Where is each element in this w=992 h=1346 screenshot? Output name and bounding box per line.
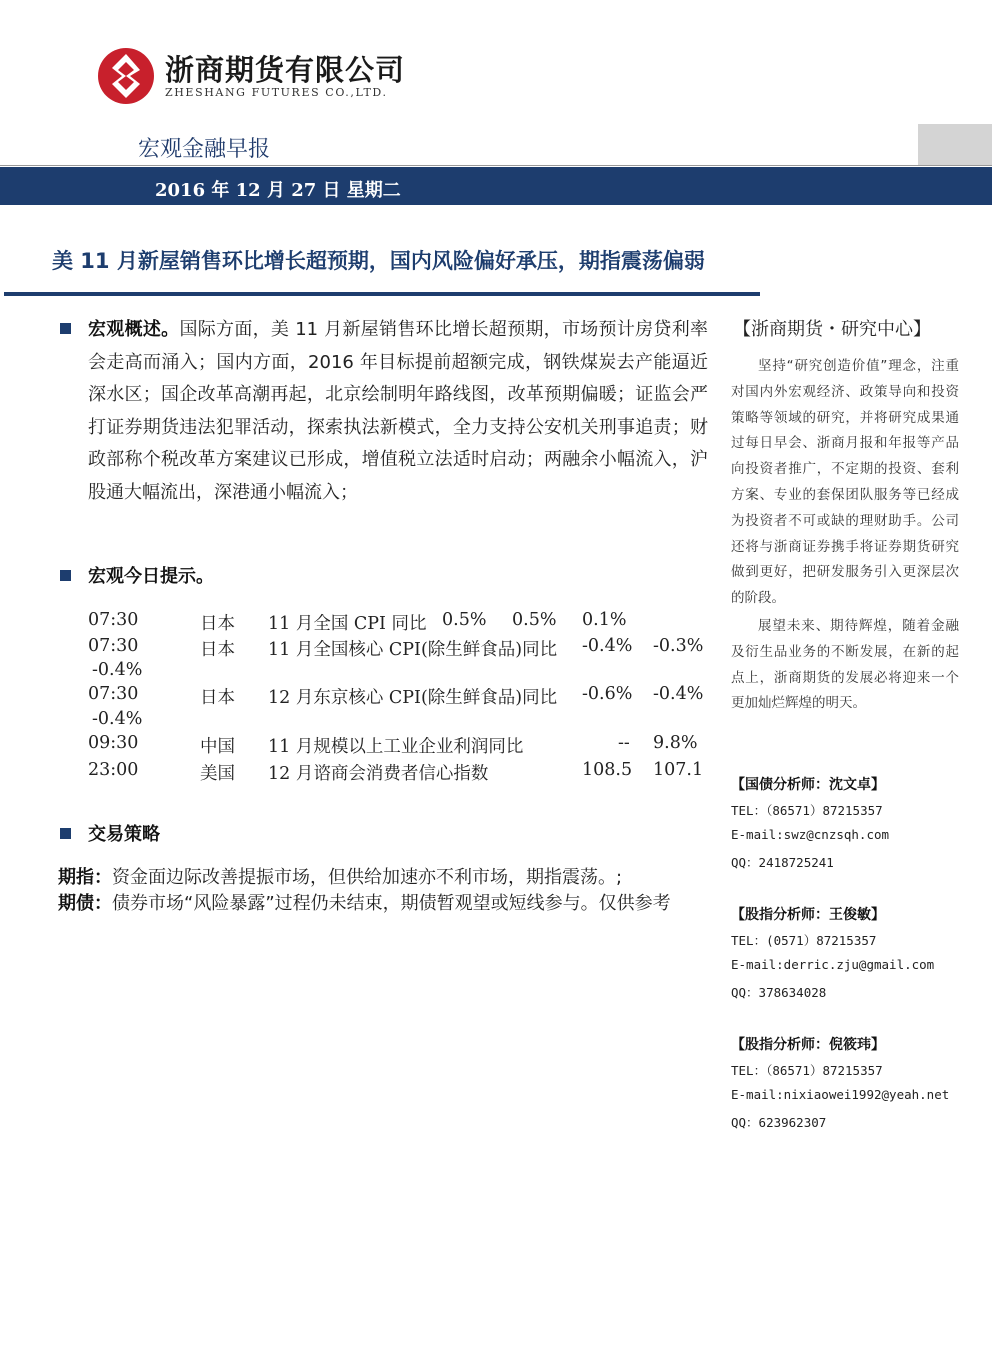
header-divider bbox=[0, 165, 992, 166]
calendar-event: 11 月全国核心 CPI(除生鲜食品)同比 bbox=[268, 640, 558, 660]
analyst-tel: TEL：(0571）87215357 bbox=[731, 933, 877, 948]
company-logo-icon bbox=[96, 46, 156, 106]
bullet-icon bbox=[60, 828, 71, 839]
strategy-text: 资金面边际改善提振市场，但供给加速亦不利市场，期指震荡。; bbox=[112, 867, 623, 888]
analyst-email: E-mail:nixiaowei1992@yeah.net bbox=[731, 1087, 950, 1102]
analyst-name: 【股指分析师：王俊敏】 bbox=[731, 907, 885, 923]
calendar-value: -0.4% bbox=[653, 684, 704, 704]
calendar-value: 0.5% bbox=[512, 610, 557, 630]
analyst-tel: TEL：（86571）87215357 bbox=[731, 803, 883, 818]
calendar-value: -- bbox=[618, 733, 630, 753]
company-name-en: ZHESHANG FUTURES CO.,LTD. bbox=[165, 86, 388, 99]
calendar-value: -0.3% bbox=[653, 636, 704, 656]
analyst-email: E-mail:swz@cnzsqh.com bbox=[731, 827, 890, 842]
analyst-tel: TEL：（86571）87215357 bbox=[731, 1063, 883, 1078]
calendar-value: -0.6% bbox=[582, 684, 633, 704]
analyst-qq: QQ：378634028 bbox=[731, 985, 827, 1000]
strategy-text: 债券市场“风险暴露”过程仍未结束，期债暂观望或短线参与。仅供参考 bbox=[112, 893, 671, 914]
calendar-value: -0.4% bbox=[582, 636, 633, 656]
calendar-value: 107.1 bbox=[653, 760, 704, 780]
calendar-time: 23:00 bbox=[88, 760, 139, 780]
calendar-country: 日本 bbox=[200, 640, 235, 660]
strategy-label: 期指： bbox=[58, 867, 112, 888]
report-name: 宏观金融早报 bbox=[138, 137, 271, 162]
overview-title: 宏观概述。 bbox=[88, 319, 180, 340]
calendar-time: 07:30 bbox=[88, 636, 139, 656]
calendar-value: 0.5% bbox=[442, 610, 487, 630]
calendar-country: 日本 bbox=[200, 688, 235, 708]
header-decoration bbox=[918, 124, 992, 166]
overview-section bbox=[88, 314, 708, 510]
bullet-icon bbox=[60, 570, 71, 581]
report-headline: 美 11 月新屋销售环比增长超预期，国内风险偏好承压，期指震荡偏弱 bbox=[52, 249, 705, 273]
calendar-time: 09:30 bbox=[88, 733, 139, 753]
analyst-qq: QQ：2418725241 bbox=[731, 855, 834, 870]
analyst-qq: QQ：623962307 bbox=[731, 1115, 827, 1130]
company-name-cn: 浙商期货有限公司 bbox=[165, 53, 406, 87]
calendar-event: 11 月全国 CPI 同比 bbox=[268, 614, 427, 634]
analyst-name: 【国债分析师：沈文卓】 bbox=[731, 777, 885, 793]
calendar-time: 07:30 bbox=[88, 610, 139, 630]
calendar-event: 12 月东京核心 CPI(除生鲜食品)同比 bbox=[268, 688, 558, 708]
analyst-name: 【股指分析师：倪筱玮】 bbox=[731, 1037, 885, 1053]
sidebar-title: 【浙商期货・研究中心】 bbox=[733, 319, 931, 340]
strategy-label: 期债： bbox=[58, 893, 112, 914]
sidebar-outlook: 展望未来、期待辉煌，随着金融及衍生品业务的不断发展，在新的起点上，浙商期货的发展必将迎来一个更加灿烂辉煌的明天。 bbox=[731, 618, 959, 712]
date-bar bbox=[0, 167, 992, 205]
strategy-title: 交易策略 bbox=[88, 824, 160, 845]
strategy-item-index bbox=[58, 865, 708, 891]
calendar-country: 中国 bbox=[200, 737, 235, 757]
analyst-email: E-mail:derric.zju@gmail.com bbox=[731, 957, 935, 972]
bullet-icon bbox=[60, 323, 71, 334]
calendar-country: 美国 bbox=[200, 764, 235, 784]
calendar-value: -0.4% bbox=[92, 660, 143, 680]
calendar-event: 11 月规模以上工业企业利润同比 bbox=[268, 737, 524, 757]
sidebar-intro: 坚持“研究创造价值”理念，注重对国内外宏观经济、政策导向和投资策略等领域的研究，并将研究成果通过每日早会、浙商月报和年报等产品向投资者推广，不定期的投资、套利方案、专业的套保团队服务等已经成为投资者不可或缺的理财助手。公司还将与浙商证券携手将证券期货研究做到更好，把研发服务引入更深层次的阶段。 bbox=[731, 358, 959, 607]
report-date: 2016 年 12 月 27 日 星期二 bbox=[155, 180, 401, 201]
calendar-event: 12 月谘商会消费者信心指数 bbox=[268, 764, 489, 784]
calendar-title: 宏观今日提示。 bbox=[88, 566, 214, 587]
headline-divider bbox=[4, 292, 760, 296]
calendar-value: 0.1% bbox=[582, 610, 627, 630]
calendar-value: 108.5 bbox=[582, 760, 633, 780]
overview-body: 国际方面，美 11 月新屋销售环比增长超预期，市场预计房贷利率会走高而涌入；国内方面，2016 年目标提前超额完成，钢铁煤炭去产能逼近深水区；国企改革高潮再起，北京绘制明年路线图，改革预期偏暖；证监会严打证券期货违法犯罪活动，探索执法新模式，全力支持公安机关刑事追责；财政部称个税改革方案建议已形成，增值税立法适时启动；两融余小幅流入，沪股通大幅流出，深港通小幅流入； bbox=[88, 319, 708, 503]
calendar-time: 07:30 bbox=[88, 684, 139, 704]
calendar-country: 日本 bbox=[200, 614, 235, 634]
calendar-value: -0.4% bbox=[92, 709, 143, 729]
strategy-item-bond bbox=[58, 891, 708, 917]
calendar-value: 9.8% bbox=[653, 733, 698, 753]
